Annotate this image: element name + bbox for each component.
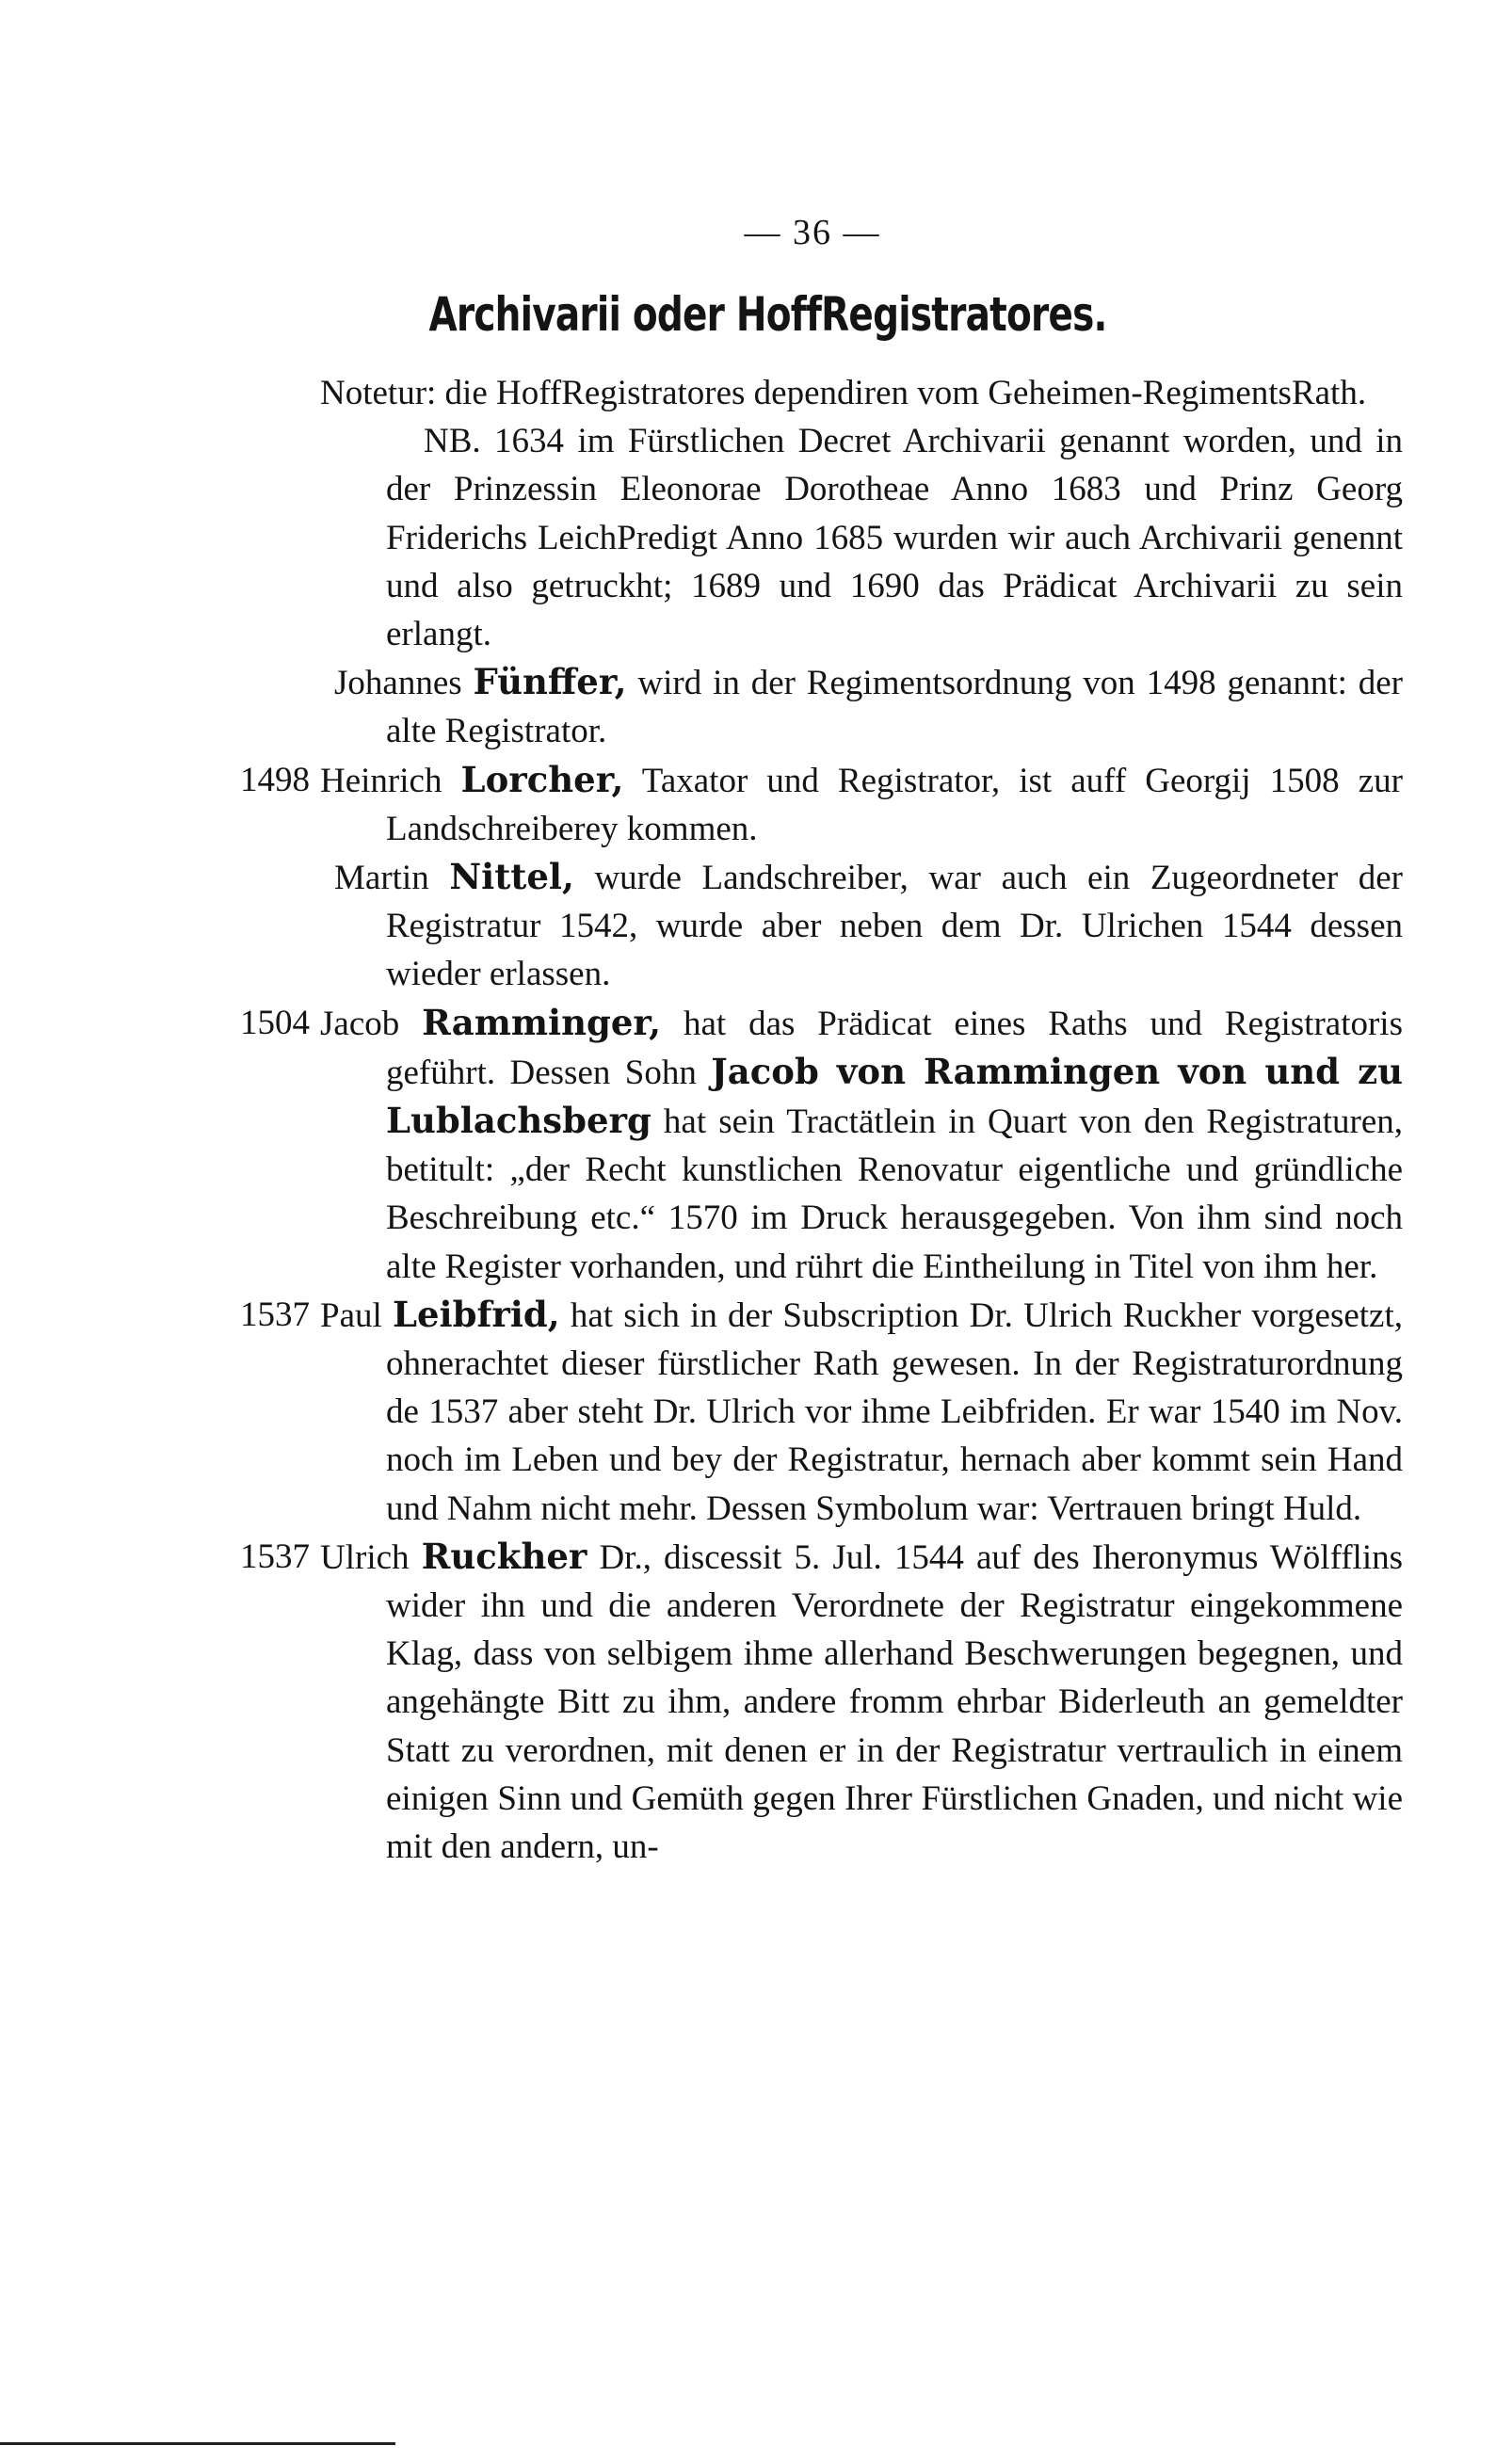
entry-leibfrid <box>240 1291 1403 1533</box>
entry-ruckher <box>240 1533 1403 1871</box>
entry-text: NB. 1634 im Fürstlichen Decret Archivarii genannt worden, und in der Prinzessin Eleonorae Dorotheae Anno 1683 und Prinz Georg Friderichs LeichPredigt Anno 1685 wurden wir auch Archivarii genennt und also getruckht; 1689 und 1690 das Prädicat Archivarii zu sein erlangt. <box>386 422 1403 654</box>
entry-post: wird in der Regimentsordnung von 1498 genannt: der alte Registrator. <box>386 664 1403 751</box>
entry-pre: Martin <box>334 859 450 898</box>
entry-notetur <box>320 369 1403 417</box>
entry-fuenffer <box>320 658 1403 755</box>
entry-nb <box>320 417 1403 658</box>
entry-post: hat sich in der Subscription Dr. Ulrich Ruckher vorgesetzt, ohnerachtet dieser fürstlicher Rath gewesen. In der Registraturordnung de 1537 aber steht Dr. Ulrich vor ihme Leibfriden. Er war 1540 im Nov. noch im Leben und bey der Registratur, hernach aber kommt sein Hand und Nahm nicht mehr. Dessen Symbolum war: Vertrauen bringt Huld. <box>386 1295 1403 1528</box>
footer-rule <box>0 2442 395 2448</box>
entry-year: 1537 <box>240 1537 310 1576</box>
person-name: Ramminger, <box>422 1001 662 1043</box>
entry-lorcher <box>240 756 1404 853</box>
entry-text: Notetur: die HoffRegistratores dependiren vom Geheimen-RegimentsRath. <box>320 374 1367 412</box>
body-text <box>240 369 1404 1871</box>
entry-pre: Jacob <box>320 1004 423 1043</box>
entry-pre: Paul <box>320 1295 393 1335</box>
entry-ramminger <box>240 999 1403 1291</box>
person-name: Ruckher <box>421 1535 587 1577</box>
entry-year: 1504 <box>240 1003 310 1042</box>
entry-year: 1498 <box>240 760 310 799</box>
entry-year: 1537 <box>240 1295 310 1334</box>
entry-post-secondary: hat sein Tractätlein in Quart von den Registraturen, betitult: „der Recht kunstlichen Renovatur eigentliche und gründliche Beschreibung etc.“ 1570 im Druck herausgegeben. Von ihm sind noch alte Register vorhanden, und rührt die Eintheilung in Titel von ihm her. <box>386 1102 1403 1286</box>
entry-pre: Heinrich <box>320 761 461 800</box>
entry-pre: Johannes <box>334 664 474 703</box>
entry-nittel <box>320 853 1403 999</box>
page-title: Archivarii oder HoffRegistratores. <box>428 287 1107 342</box>
person-name: Leibfrid, <box>392 1293 560 1335</box>
person-name: Fünffer, <box>473 661 627 703</box>
entry-post: hat das Prädicat eines Raths und Registratoris geführt. Dessen Sohn <box>386 1004 1403 1092</box>
page-number: — 36 — <box>744 213 881 252</box>
entry-post: Taxator und Registrator, ist auff Georgij 1508 zur Landschreiberey kommen. <box>386 761 1404 848</box>
person-name-secondary: Jacob von Rammingen von und zu Lublachsberg <box>386 1050 1403 1142</box>
entry-post: Dr., discessit 5. Jul. 1544 auf des Iheronymus Wölfflins wider ihn und die anderen Verordnete der Registratur eingekommene Klag, dass von selbigem ihme allerhand Beschwerungen begegnen, und angehängte Bitt zu ihm, andere fromm ehrbar Biderleuth an gemeldter Statt zu verordnen, mit denen er in der Registratur vertraulich in einem einigen Sinn und Gemüth gegen Ihrer Fürstlichen Gnaden, und nicht wie mit den andern, un- <box>386 1537 1403 1867</box>
person-name: Nittel, <box>449 856 574 898</box>
entry-pre: Ulrich <box>320 1537 422 1577</box>
entry-post: wurde Landschreiber, war auch ein Zugeordneter der Registratur 1542, wurde aber neben dem Dr. Ulrichen 1544 dessen wieder erlassen. <box>386 859 1404 994</box>
person-name: Lorcher, <box>460 758 624 800</box>
